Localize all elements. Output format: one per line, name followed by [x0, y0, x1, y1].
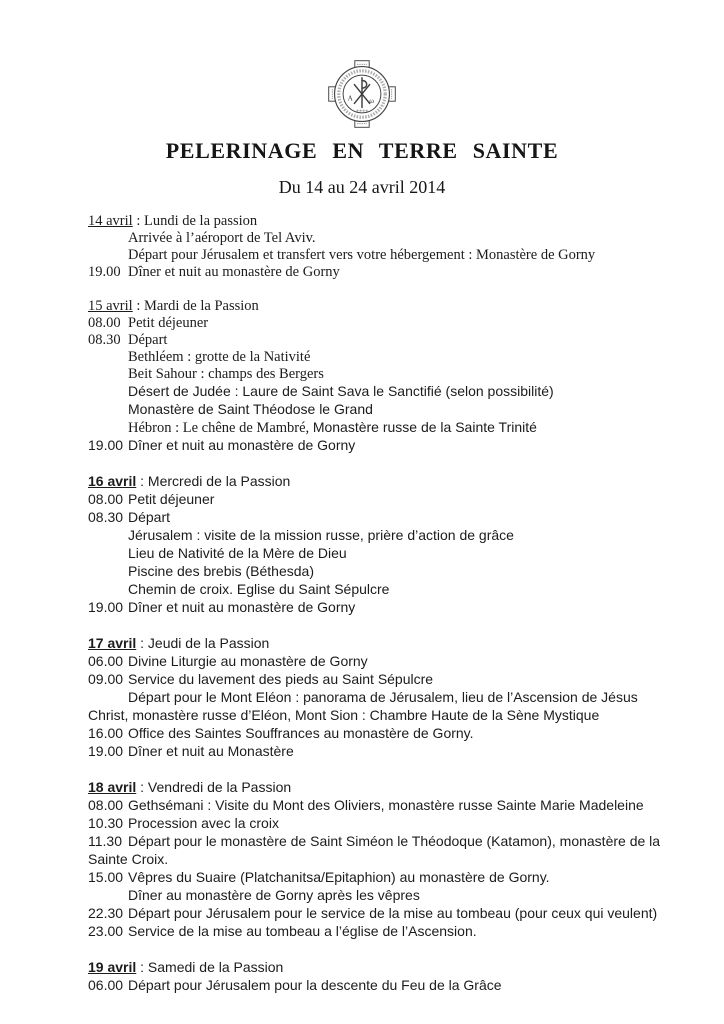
day-heading [88, 472, 694, 490]
line-text: Jérusalem : visite de la mission russe, prière d’action de grâce [128, 527, 514, 543]
time-label: 19.00 [88, 264, 121, 280]
schedule-line [88, 652, 694, 670]
line-text: Bethléem : grotte de la Nativité [128, 349, 311, 365]
schedule-line [88, 670, 694, 688]
time-label: 15.00 [88, 869, 124, 885]
day-heading [88, 778, 694, 796]
day-section-19-avril [88, 958, 694, 994]
line-text: Gethsémani : Visite du Mont des Oliviers, monastère russe Sainte Marie Madeleine [128, 797, 644, 813]
day-title: : Vendredi de la Passion [136, 779, 292, 795]
time-label: 23.00 [88, 923, 124, 939]
time-label: 16.00 [88, 725, 124, 741]
schedule-line [88, 349, 694, 366]
line-text: Petit déjeuner [128, 491, 215, 507]
day-title: : Mercredi de la Passion [136, 473, 291, 489]
schedule-line [88, 264, 694, 281]
line-text: Dîner et nuit au Monastère [128, 743, 294, 759]
line-text: Office des Saintes Souffrances au monastère de Gorny. [128, 725, 474, 741]
line-text: Dîner et nuit au monastère de Gorny [128, 437, 356, 453]
line-text: Départ pour Jérusalem pour la descente du Feu de la Grâce [128, 977, 502, 993]
schedule-line [88, 580, 694, 598]
schedule-line [88, 886, 694, 904]
schedule-line [88, 832, 694, 850]
day-section-15-avril [88, 298, 694, 455]
line-text: Hébron : Le chêne de Mambré, [128, 420, 313, 436]
line-text: Service du lavement des pieds au Saint Sépulcre [128, 671, 434, 687]
day-heading [88, 298, 694, 315]
line-text: Arrivée à l’aéroport de Tel Aviv. [128, 230, 316, 246]
time-label: 09.00 [88, 671, 124, 687]
schedule-line [88, 490, 694, 508]
line-text: Départ [128, 332, 168, 348]
time-label: 06.00 [88, 653, 124, 669]
schedule-line [88, 904, 694, 922]
schedule-line [88, 850, 694, 868]
day-date: 15 avril [88, 298, 133, 314]
schedule-line [88, 796, 694, 814]
schedule-line [88, 724, 694, 742]
schedule-line [88, 437, 694, 455]
schedule-line [88, 315, 694, 332]
line-text: Sainte Croix. [88, 851, 169, 867]
chi-rho-seal-icon [326, 58, 398, 130]
omega-glyph: ω [369, 97, 374, 105]
schedule-line [88, 526, 694, 544]
line-text: Dîner au monastère de Gorny après les vêpres [128, 887, 420, 903]
schedule-line [88, 401, 694, 419]
day-heading [88, 213, 694, 230]
day-date: 16 avril [88, 473, 137, 489]
schedule-line [88, 976, 694, 994]
day-section-18-avril [88, 778, 694, 940]
time-label: 08.00 [88, 315, 121, 331]
line-text: Départ pour Jérusalem et transfert vers votre hébergement : Monastère de Gorny [128, 247, 596, 263]
itinerary [0, 213, 724, 994]
schedule-line [88, 598, 694, 616]
line-text: Lieu de Nativité de la Mère de Dieu [128, 545, 347, 561]
line-text: Dîner et nuit au monastère de Gorny [128, 264, 340, 280]
day-title: : Jeudi de la Passion [136, 635, 270, 651]
line-text: Départ pour le Mont Eléon : panorama de Jérusalem, lieu de l’Ascension de Jésus [128, 689, 638, 705]
line-text: Monastère de Saint Théodose le Grand [128, 401, 373, 417]
time-label: 06.00 [88, 977, 124, 993]
schedule-line [88, 814, 694, 832]
schedule-line [88, 868, 694, 886]
day-date: 18 avril [88, 779, 137, 795]
schedule-line [88, 332, 694, 349]
day-title: : Samedi de la Passion [136, 959, 284, 975]
time-label: 19.00 [88, 599, 124, 615]
line-text: Vêpres du Suaire (Platchanitsa/Epitaphion) au monastère de Gorny. [128, 869, 550, 885]
alpha-glyph: Α [347, 94, 353, 103]
line-text: Piscine des brebis (Béthesda) [128, 563, 314, 579]
line-text: Désert de Judée : Laure de Saint Sava le Sanctifié (selon possibilité) [128, 383, 554, 399]
line-text: Beit Sahour : champs des Bergers [128, 366, 324, 382]
time-label: 08.00 [88, 797, 124, 813]
schedule-line [88, 562, 694, 580]
schedule-line [88, 230, 694, 247]
day-heading [88, 958, 694, 976]
line-text: Départ [128, 509, 171, 525]
line-text: Service de la mise au tombeau a l’église de l’Ascension. [128, 923, 477, 939]
day-section-17-avril [88, 634, 694, 760]
line-text: Christ, monastère russe d’Eléon, Mont Sion : Chambre Haute de la Sène Mystique [88, 707, 600, 723]
line-text: Départ pour Jérusalem pour le service de la mise au tombeau (pour ceux qui veulent) [128, 905, 658, 921]
schedule-line [88, 688, 694, 706]
time-label: 19.00 [88, 437, 124, 453]
day-date: 19 avril [88, 959, 137, 975]
schedule-line [88, 544, 694, 562]
schedule-line [88, 247, 694, 264]
time-label: 08.30 [88, 509, 124, 525]
schedule-line [88, 922, 694, 940]
schedule-line [88, 706, 694, 724]
line-text: Départ pour le monastère de Saint Siméon le Théodoque (Katamon), monastère de la [128, 833, 661, 849]
time-label: 10.30 [88, 815, 124, 831]
page-title: PELERINAGE EN TERRE SAINTE [165, 138, 559, 163]
time-label: 19.00 [88, 743, 124, 759]
day-title: : Lundi de la passion [132, 213, 258, 229]
day-title: : Mardi de la Passion [132, 298, 259, 314]
page-subtitle: Du 14 au 24 avril 2014 [278, 177, 446, 197]
line-text: Petit déjeuner [128, 315, 209, 331]
day-date: 14 avril [88, 213, 133, 229]
line-text: Divine Liturgie au monastère de Gorny [128, 653, 368, 669]
schedule-line [88, 419, 694, 437]
line-text: Procession avec la croix [128, 815, 279, 831]
day-section-16-avril [88, 472, 694, 616]
line-text: Chemin de croix. Eglise du Saint Sépulcre [128, 581, 390, 597]
time-label: 08.00 [88, 491, 124, 507]
line-text: Monastère russe de la Sainte Trinité [312, 419, 537, 435]
time-label: 08.30 [88, 332, 121, 348]
day-date: 17 avril [88, 635, 137, 651]
schedule-line [88, 742, 694, 760]
time-label: 22.30 [88, 905, 124, 921]
day-section-14-avril [88, 213, 694, 281]
line-text: Dîner et nuit au monastère de Gorny [128, 599, 356, 615]
schedule-line [88, 508, 694, 526]
time-label: 11.30 [88, 833, 122, 849]
schedule-line [88, 366, 694, 383]
schedule-line [88, 383, 694, 401]
day-heading [88, 634, 694, 652]
